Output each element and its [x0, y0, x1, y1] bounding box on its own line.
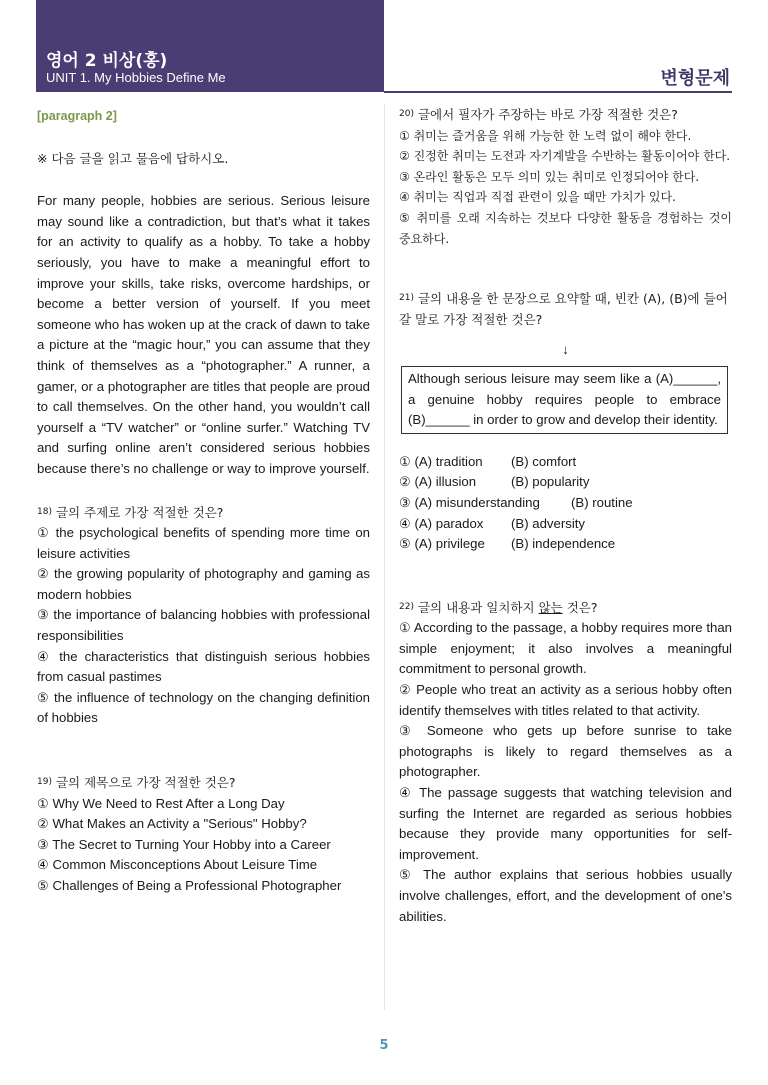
header-banner [36, 0, 384, 92]
answer-option[interactable]: ③ the importance of balancing hobbies with professional responsibilities [37, 607, 370, 644]
answer-option[interactable]: ① According to the passage, a hobby requires more than simple enjoyment; it also involves a meaningful commitment to personal growth. [399, 620, 732, 677]
question-18 [37, 502, 370, 730]
answer-option[interactable]: ② People who treat an activity as a serious hobby often identify themselves with titles related to that activity. [399, 682, 732, 718]
section-label: 변형문제 [660, 68, 730, 89]
question-20 [399, 104, 732, 249]
answer-option[interactable]: ① the psychological benefits of spending more time on leisure activities [37, 525, 370, 561]
answer-option[interactable]: ③ Someone who gets up before sunrise to take photographs is likely to regard themselves as a photographer. [399, 723, 732, 780]
answer-option[interactable]: ① Why We Need to Rest After a Long Day [37, 795, 285, 811]
instruction-text: ※ 다음 글을 읽고 물음에 답하시오. [37, 150, 229, 166]
question-number: 18) [37, 506, 52, 517]
header-divider [384, 91, 732, 93]
answer-option[interactable]: ④ Common Misconceptions About Leisure Time [37, 857, 318, 873]
answer-option[interactable]: ① (A) tradition (B) comfort [399, 453, 577, 469]
answer-option[interactable]: ⑤ 취미를 오래 지속하는 것보다 다양한 활동을 경험하는 것이 중요하다. [399, 210, 732, 246]
answer-option[interactable]: ② What Makes an Activity a "Serious" Hobby? [37, 816, 307, 832]
down-arrow-icon: ↓ [562, 342, 569, 358]
answer-option[interactable]: ⑤ Challenges of Being a Professional Photographer [37, 878, 342, 893]
question-22: $^{22)}$ 글의 내용과 일치하지 않는 것은? ① According to the passage, a hobby requires more than simple enjoyment; it also involves a meaningful commitment to personal growth. ② People who treat an activity as a serious hobby often identify themselves with titles related to that activity. ③ Someone who gets up before sunrise to take photographs is likely to regard themselves as a photographer. ④ The passage suggests that watching television and surfing the Internet are regarded as serious hobbies because they provide many opportunities for self-improvement. ⑤ The author explains that serious hobbies usually involve challenges, effort, and the development of one's abilities. [399, 597, 732, 928]
page-number: 5 [379, 1038, 389, 1053]
answer-option[interactable]: ④ 취미는 직업과 직접 관련이 있을 때만 가치가 있다. [399, 190, 676, 205]
paragraph-label: [paragraph 2] [37, 109, 117, 123]
answer-option[interactable]: ② 진정한 취미는 도전과 자기계발을 수반하는 활동이어야 한다. [399, 149, 731, 164]
question-stem: 글의 주제로 가장 적절한 것은? [55, 504, 224, 520]
column-divider [384, 104, 385, 1010]
question-number: 21) [399, 293, 414, 304]
question-number: 22) [399, 601, 414, 612]
summary-box: Although serious leisure may seem like a (A)______, a genuine hobby requires people to embrace (B)______ in order to grow and develop their identity. [401, 366, 728, 434]
question-stem: 글에서 필자가 주장하는 바로 가장 적절한 것은? [417, 107, 678, 122]
answer-option[interactable]: ④ the characteristics that distinguish serious hobbies from casual pastimes [37, 648, 370, 685]
unit-title: UNIT 1. My Hobbies Define Me [46, 70, 226, 85]
question-number: 20) [399, 109, 414, 119]
answer-option[interactable]: ⑤ The author explains that serious hobbies usually involve challenges, effort, and the development of one's abilities. [399, 867, 732, 924]
answer-option[interactable]: ④ The passage suggests that watching television and surfing the Internet are regarded as serious hobbies because they provide many opportunities for self-improvement. [399, 785, 732, 862]
question-stem: 글의 내용을 한 문장으로 요약할 때, 빈칸 (A), (B)에 들어갈 말로 가장 적절한 것은? [399, 291, 728, 327]
reading-passage: For many people, hobbies are serious. Serious leisure may sound like a contradiction, but that’s what it takes for an activity to qualify as a hobby. To take a hobby seriously, you have to make a meaningful effort to improve your skills, take risks, overcome hardships, or become a better version of yourself. If you meet someone who has woken up at the crack of dawn to take a picture at the “magic hour,” you can assume that they think of themselves as a “photographer.” A runner, a gamer, or a photographer are titles that people are proud to call themselves. On the other hand, you wouldn’t call yourself a “TV watcher” or “online surfer.” Watching TV and surfing online aren’t considered serious hobbies because there’s no challenge or way to improve yourself. [37, 193, 370, 476]
answer-option[interactable]: ① 취미는 즐거움을 위해 가능한 한 노력 없이 해야 한다. [399, 128, 692, 143]
emphasis-underline: 않는 [538, 599, 563, 615]
right-column [399, 104, 732, 927]
answer-option[interactable]: ⑤ (A) privilege (B) independence [399, 536, 616, 552]
answer-option[interactable]: ③ (A) misunderstanding (B) routine [399, 494, 633, 510]
answer-option[interactable]: ③ 온라인 활동은 모두 의미 있는 취미로 인정되어야 한다. [399, 169, 700, 184]
book-title: 영어 2 비상(홍) [46, 51, 168, 71]
answer-option[interactable]: ④ (A) paradox (B) adversity [399, 515, 586, 531]
option-list [399, 452, 732, 555]
question-19 [37, 772, 370, 897]
answer-option[interactable]: ③ The Secret to Turning Your Hobby into a Career [37, 836, 331, 852]
question-stem: 글의 제목으로 가장 적절한 것은? [55, 775, 236, 791]
answer-option[interactable]: ⑤ the influence of technology on the changing definition of hobbies [37, 689, 370, 726]
question-21 [399, 288, 732, 555]
answer-option[interactable]: ② the growing popularity of photography and gaming as modern hobbies [37, 566, 370, 602]
question-number: 19) [37, 777, 52, 788]
left-column [37, 104, 370, 897]
answer-option[interactable]: ② (A) illusion (B) popularity [399, 474, 590, 490]
